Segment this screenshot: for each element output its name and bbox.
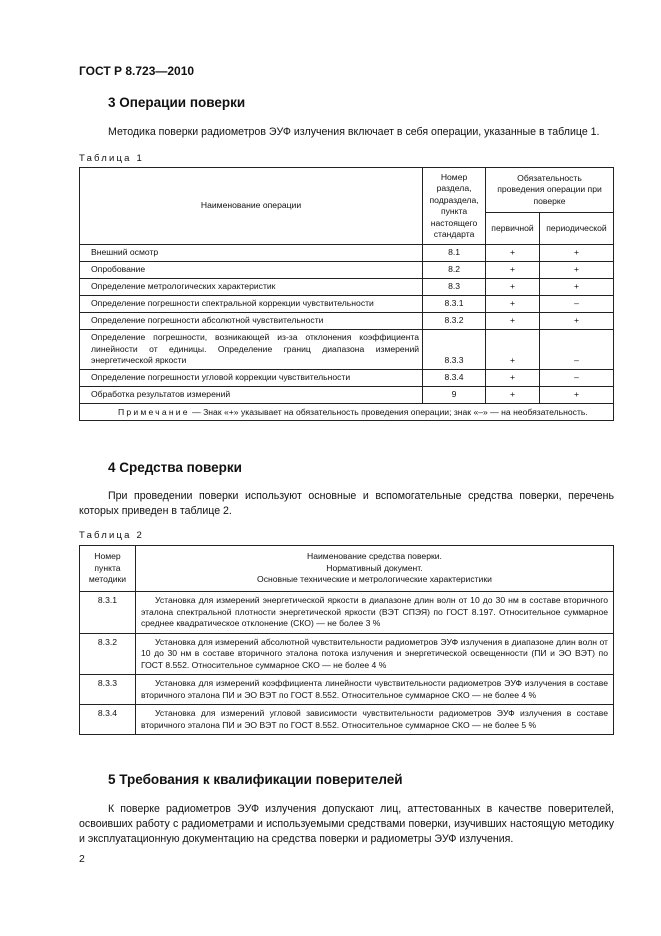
table-row <box>80 279 614 296</box>
means-header-line-2: Нормативный документ. <box>326 562 423 573</box>
table-row <box>80 675 614 705</box>
primary-mark: + <box>486 386 540 403</box>
section-ref: 9 <box>423 386 486 403</box>
section-3-title: 3 Операции поверки <box>108 95 246 110</box>
table-row <box>80 592 614 634</box>
col-header-primary: первичной <box>486 213 540 245</box>
section-ref: 8.3 <box>423 279 486 296</box>
operation-name: Опробование <box>80 262 423 279</box>
primary-mark: + <box>486 296 540 313</box>
table-row <box>80 245 614 262</box>
item-ref: 8.3.4 <box>80 705 136 735</box>
table-row <box>80 296 614 313</box>
operation-name: Определение погрешности спектральной коррекции чувствительности <box>80 296 423 313</box>
operation-name: Определение погрешности угловой коррекции чувствительности <box>80 369 423 386</box>
periodic-mark: + <box>539 279 613 296</box>
table-row <box>80 369 614 386</box>
primary-mark: + <box>486 262 540 279</box>
operation-name: Обработка результатов измерений <box>80 386 423 403</box>
means-description: Установка для измерений абсолютной чувствительности радиометров ЭУФ излучения в диапазоне длин волн от 10 до 30 нм в составе вторичного эталона потока излучения и энергетической освещенности (ПИ и ЭО ВЭТ) по ГОСТ 8.552. Относительное суммарное СКО — не более 4 % <box>135 633 613 675</box>
means-header-line-1: Наименование средства поверки. <box>307 551 442 562</box>
periodic-mark: + <box>539 245 613 262</box>
means-description: Установка для измерений коэффициента линейности чувствительности радиометров ЭУФ излучения в составе вторичного эталона ПИ и ЭО ВЭТ по ГОСТ 8.552. Относительное суммарное СКО — не более 4 % <box>135 675 613 705</box>
item-ref: 8.3.3 <box>80 675 136 705</box>
table-note <box>80 403 614 420</box>
operation-name: Определение метрологических характеристик <box>80 279 423 296</box>
primary-mark: + <box>486 313 540 330</box>
section-ref: 8.2 <box>423 262 486 279</box>
item-ref: 8.3.1 <box>80 592 136 634</box>
item-ref: 8.3.2 <box>80 633 136 675</box>
operation-name: Внешний осмотр <box>80 245 423 262</box>
note-text: — Знак «+» указывает на обязательность проведения операции; знак «–» — на необязательность. <box>189 406 588 417</box>
periodic-mark: + <box>539 386 613 403</box>
section-4-intro: При проведении поверки используют основные и вспомогательные средства поверки, перечень которых приведен в таблице 2. <box>79 490 614 517</box>
section-5-title: 5 Требования к квалификации поверителей <box>108 772 403 787</box>
table-row <box>80 705 614 735</box>
table-1-caption: Таблица 1 <box>79 153 144 164</box>
section-5-text: К поверке радиометров ЭУФ излучения допускают лиц, аттестованных в качестве поверителей, освоивших работу с радиометрами и используемыми средствами поверки, изучивших настоящую методику и эксплуатационную документацию на средства поверки и радиометры ЭУФ излучения. <box>79 803 614 845</box>
primary-mark: + <box>486 279 540 296</box>
operation-name: Определение погрешности абсолютной чувствительности <box>80 313 423 330</box>
section-3-intro: Методика поверки радиометров ЭУФ излучения включает в себя операции, указанные в таблице 1. <box>108 126 600 138</box>
primary-mark: + <box>486 369 540 386</box>
periodic-mark: – <box>539 296 613 313</box>
note-label: Примечание <box>118 406 190 417</box>
section-ref: 8.3.1 <box>423 296 486 313</box>
operation-name: Определение погрешности, возникающей из-за отклонения коэффициента линейности от единицы. Определение границ диапазона измерений энергетической яркости <box>80 330 423 370</box>
section-ref: 8.3.2 <box>423 313 486 330</box>
table-row <box>80 262 614 279</box>
means-description: Установка для измерений угловой зависимости чувствительности радиометров ЭУФ излучения в составе вторичного эталона ПИ и ЭО ВЭТ по ГОСТ 8.552. Относительное суммарное СКО — не более 5 % <box>135 705 613 735</box>
table-row <box>80 633 614 675</box>
table-2-caption: Таблица 2 <box>79 530 144 541</box>
col-header-means-name <box>135 546 613 592</box>
primary-mark: + <box>486 245 540 262</box>
periodic-mark: + <box>539 262 613 279</box>
section-ref: 8.3.4 <box>423 369 486 386</box>
document-code: ГОСТ Р 8.723—2010 <box>79 64 195 78</box>
means-description: Установка для измерений энергетической яркости в диапазоне длин волн от 10 до 30 нм в составе вторичного эталона спектральной плотности энергетической яркости (ВЭТ СПЭЯ) по ГОСТ 8.197. Относительное суммарное среднее квадратическое отклонение (СКО) — не более 3 % <box>135 592 613 634</box>
operations-table <box>79 167 614 421</box>
col-header-mandatory: Обязательность проведения операции при поверке <box>486 168 614 213</box>
col-header-operation: Наименование операции <box>80 168 423 245</box>
table-row <box>80 386 614 403</box>
table-row <box>80 330 614 370</box>
verification-means-table <box>79 545 614 735</box>
section-ref: 8.3.3 <box>423 330 486 370</box>
primary-mark: + <box>486 330 540 370</box>
col-header-periodic: периодической <box>539 213 613 245</box>
table-row <box>80 313 614 330</box>
means-header-line-3: Основные технические и метрологические характеристики <box>257 574 492 585</box>
periodic-mark: – <box>539 330 613 370</box>
section-ref: 8.1 <box>423 245 486 262</box>
periodic-mark: – <box>539 369 613 386</box>
page-number: 2 <box>79 853 85 865</box>
col-header-item-no: Номер пункта методики <box>80 546 136 592</box>
section-4-title: 4 Средства поверки <box>108 460 242 475</box>
periodic-mark: + <box>539 313 613 330</box>
col-header-section-no: Номер раздела, подраздела, пункта настоящего стандарта <box>423 168 486 245</box>
